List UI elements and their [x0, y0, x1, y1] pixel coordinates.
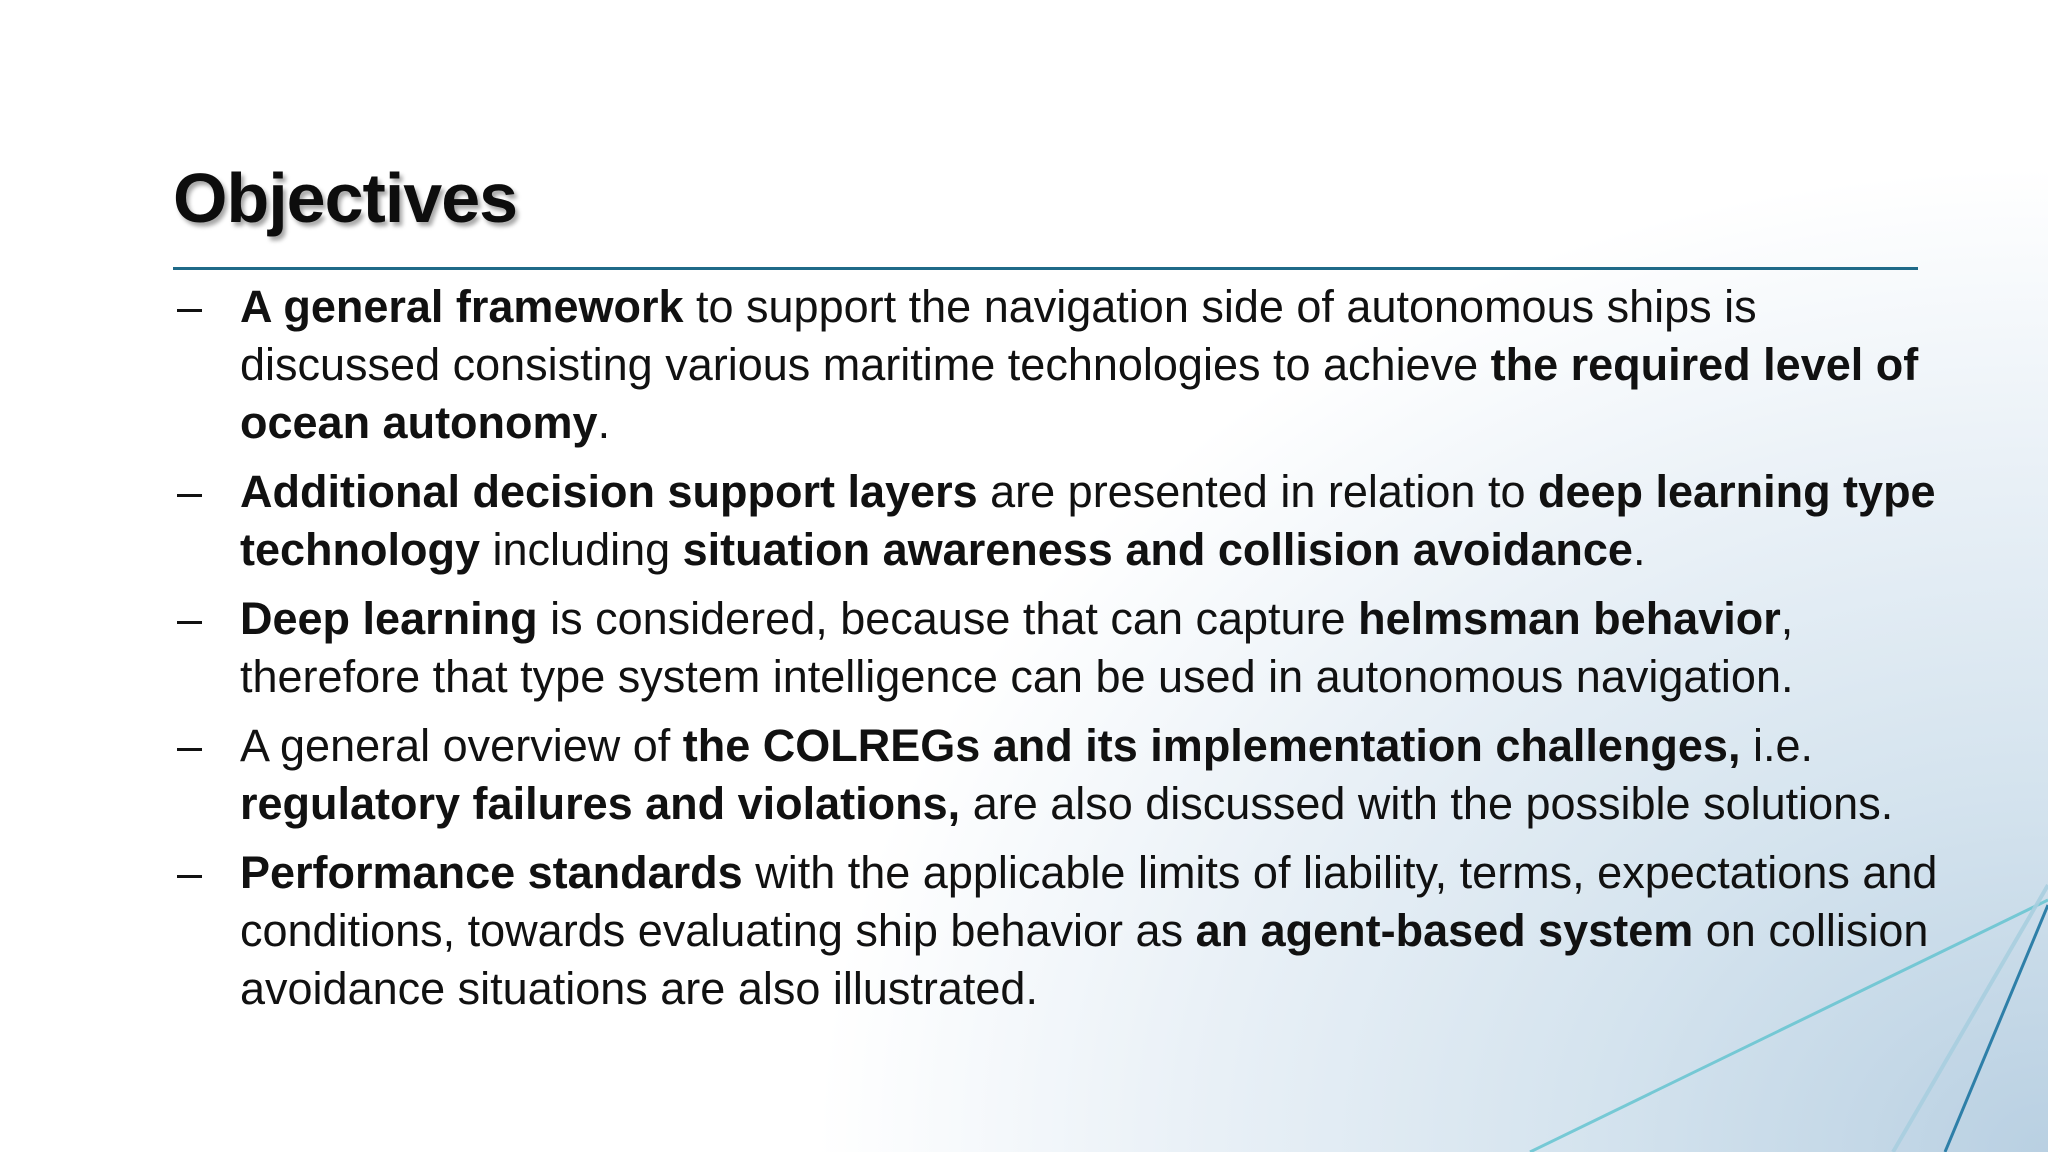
bullet-item	[173, 717, 1943, 833]
bullet-bold-text: the COLREGs and its implementation challenges,	[682, 720, 1741, 771]
bullet-text	[240, 466, 1936, 575]
bullet-bold-text: A general framework	[240, 281, 684, 332]
bullet-bold-text: helmsman behavior	[1358, 593, 1781, 644]
bullet-dash: –	[177, 281, 203, 332]
bullet-plain-text: .	[597, 397, 611, 448]
bullet-list	[173, 278, 1943, 1029]
bullet-plain-text: A general overview of	[240, 720, 683, 771]
bullet-plain-text: , therefore that type system intelligence can be used in autonomous navigation.	[240, 593, 1794, 702]
bullet-text	[240, 720, 1893, 829]
bullet-dash: –	[177, 466, 203, 517]
title-rule	[173, 267, 1918, 270]
bullet-bold-text: deep learning type technology	[240, 466, 1936, 575]
bullet-item	[173, 844, 1943, 1018]
bullet-text	[240, 847, 1937, 1014]
bullet-bold-text: regulatory failures and violations,	[240, 778, 961, 829]
bullet-dash: –	[177, 847, 203, 898]
bullet-bold-text: an agent-based system	[1195, 905, 1694, 956]
bullet-bold-text: Performance standards	[240, 847, 743, 898]
bullet-plain-text: including	[480, 524, 683, 575]
slide-title: Objectives	[173, 159, 518, 237]
bullet-bold-text: the required level of ocean autonomy	[240, 339, 1919, 448]
bullet-item	[173, 463, 1943, 579]
bullet-bold-text: situation awareness and collision avoidance	[682, 524, 1633, 575]
bullet-plain-text: i.e.	[1740, 720, 1813, 771]
bullet-plain-text: with the applicable limits of liability, terms, expectations and conditions, towards evaluating ship behavior as	[240, 847, 1938, 956]
bullet-plain-text: are also discussed with the possible solutions.	[960, 778, 1894, 829]
bullet-plain-text: on collision avoidance situations are also illustrated.	[240, 905, 1929, 1014]
bullet-plain-text: to support the navigation side of autonomous ships is discussed consisting various maritime technologies to achieve	[240, 281, 1757, 390]
bullet-bold-text: Additional decision support layers	[240, 466, 978, 517]
bullet-item	[173, 590, 1943, 706]
bullet-dash: –	[177, 593, 203, 644]
bullet-text	[240, 281, 1918, 448]
bullet-text	[240, 593, 1793, 702]
bullet-bold-text: Deep learning	[240, 593, 538, 644]
bullet-plain-text: .	[1632, 524, 1646, 575]
bullet-plain-text: are presented in relation to	[977, 466, 1538, 517]
bullet-dash: –	[177, 720, 203, 771]
bullet-item	[173, 278, 1943, 452]
bullet-plain-text: is considered, because that can capture	[537, 593, 1359, 644]
